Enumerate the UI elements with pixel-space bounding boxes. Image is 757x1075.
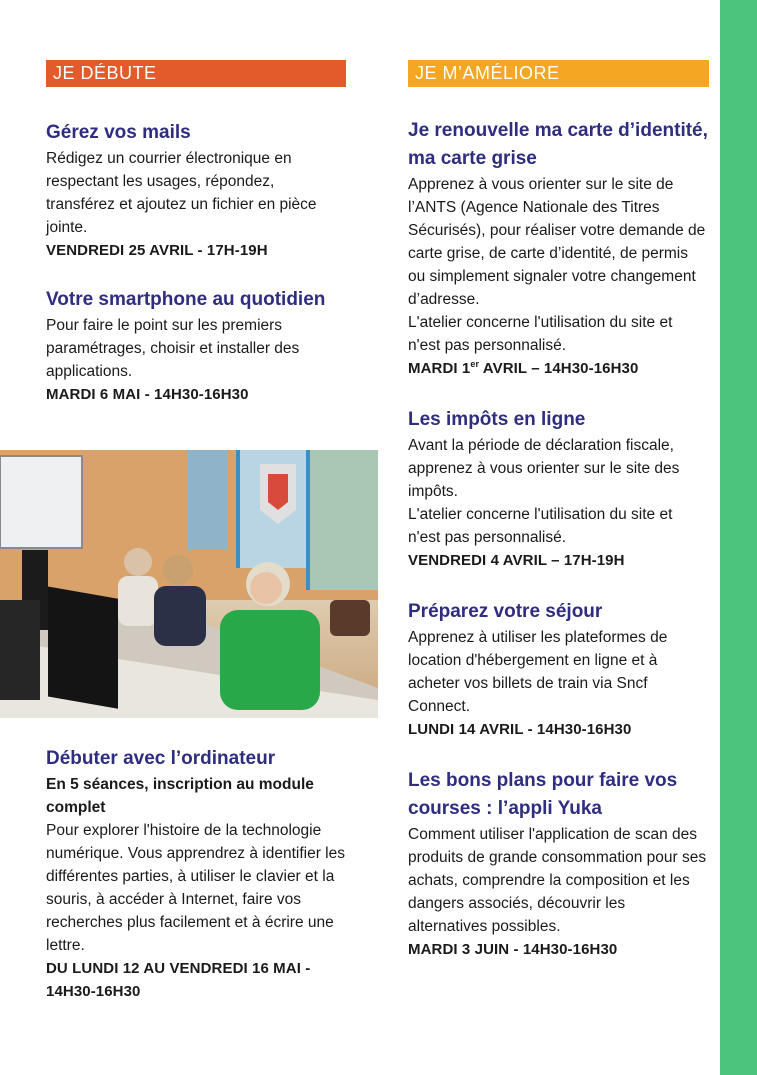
event-yuka xyxy=(408,767,708,961)
event-date: VENDREDI 25 AVRIL - 17H-19H xyxy=(46,242,268,259)
event-description: Comment utiliser l'application de scan des produits de grande consommation pour ses achats, comprendre la composition et les dangers associés, découvrir les alternatives possibles. xyxy=(408,826,707,935)
event-subtitle: En 5 séances, inscription au module complet xyxy=(46,776,314,816)
event-date: MARDI 3 JUIN - 14H30-16H30 xyxy=(408,941,618,958)
section-header-je-m-ameliore: JE M’AMÉLIORE xyxy=(408,60,709,87)
workshop-photo-illustration xyxy=(0,450,378,718)
event-description: Avant la période de déclaration fiscale, apprenez à vous orienter sur le site des impôts. xyxy=(408,437,680,500)
event-title: Je renouvelle ma carte d’identité, ma carte grise xyxy=(408,120,708,169)
green-side-strip xyxy=(720,0,757,1075)
event-date-suffix: AVRIL – 14H30-16H30 xyxy=(479,360,639,377)
event-title: Les impôts en ligne xyxy=(408,409,586,430)
event-title: Débuter avec l’ordinateur xyxy=(46,748,276,769)
event-description: Pour explorer l'histoire de la technologie numérique. Vous apprendrez à identifier les différentes parties, à utiliser le clavier et la souris, à accéder à Internet, faire vos recherches plus facilement et à écrire une lettre. xyxy=(46,822,345,954)
event-date xyxy=(408,357,708,380)
event-date: VENDREDI 4 AVRIL – 17H-19H xyxy=(408,552,625,569)
right-column xyxy=(408,60,708,961)
event-smartphone xyxy=(46,286,346,406)
event-date: MARDI 6 MAI - 14H30-16H30 xyxy=(46,386,249,403)
left-column-lower xyxy=(46,745,346,1003)
event-sejour xyxy=(408,598,708,741)
event-title: Les bons plans pour faire vos courses : l’appli Yuka xyxy=(408,770,678,819)
event-description: Apprenez à vous orienter sur le site de l’ANTS (Agence Nationale des Titres Sécurisés), pour réaliser votre demande de carte grise, de carte d’identité, de permis ou simplement signaler votre changement d’adresse. xyxy=(408,176,706,308)
left-column xyxy=(46,60,346,406)
event-date-sup: er xyxy=(470,359,480,369)
event-note: L'atelier concerne l'utilisation du site et n'est pas personnalisé. xyxy=(408,506,673,546)
event-ants xyxy=(408,117,708,380)
event-title: Préparez votre séjour xyxy=(408,601,603,622)
event-date: DU LUNDI 12 AU VENDREDI 16 MAI - 14H30-16H30 xyxy=(46,960,311,1000)
event-date-prefix: MARDI 1 xyxy=(408,360,471,377)
event-ordinateur xyxy=(46,745,346,1003)
event-description: Rédigez un courrier électronique en respectant les usages, répondez, transférez et ajoutez un fichier en pièce jointe. xyxy=(46,150,317,236)
event-description: Pour faire le point sur les premiers paramétrages, choisir et installer des applications. xyxy=(46,317,300,380)
event-title: Votre smartphone au quotidien xyxy=(46,289,326,310)
section-header-je-debute: JE DÉBUTE xyxy=(46,60,346,87)
event-description: Apprenez à utiliser les plateformes de location d'hébergement en ligne et à acheter vos billets de train via Sncf Connect. xyxy=(408,629,668,715)
event-mails xyxy=(46,119,346,262)
event-date: LUNDI 14 AVRIL - 14H30-16H30 xyxy=(408,721,632,738)
event-impots xyxy=(408,406,708,572)
event-title: Gérez vos mails xyxy=(46,122,191,143)
workshop-photo xyxy=(0,450,378,718)
event-note: L'atelier concerne l'utilisation du site et n'est pas personnalisé. xyxy=(408,314,673,354)
